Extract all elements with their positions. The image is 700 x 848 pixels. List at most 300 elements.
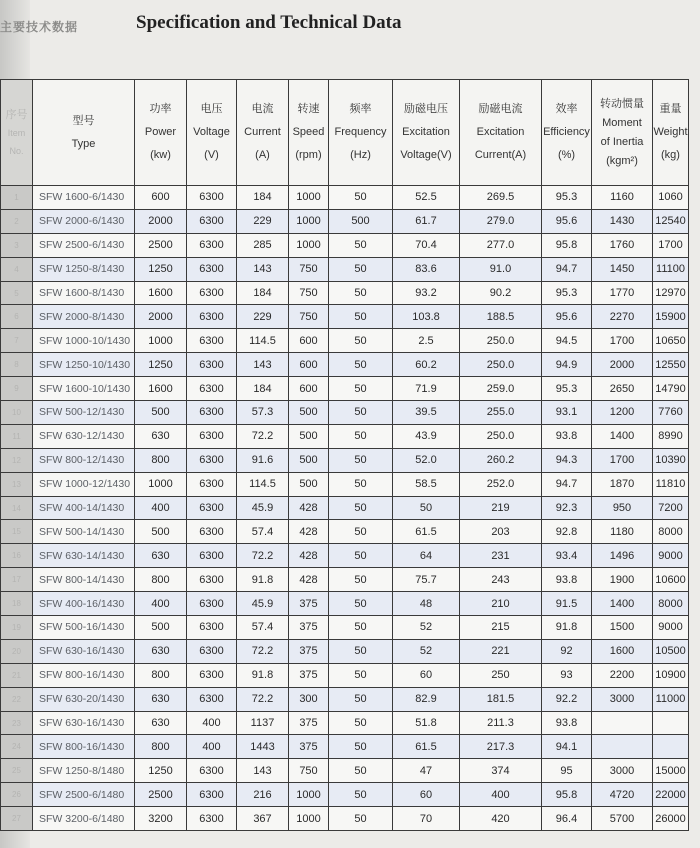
cell-efficiency: 93.8 <box>542 568 592 592</box>
cell-excitation-current: 243 <box>460 568 542 592</box>
cell-excitation-voltage: 75.7 <box>393 568 460 592</box>
cell-type: SFW 500-14/1430 <box>33 520 135 544</box>
cell-speed: 375 <box>289 616 329 640</box>
cell-frequency: 50 <box>329 233 393 257</box>
cell-type: SFW 800-16/1430 <box>33 735 135 759</box>
cell-frequency: 50 <box>329 783 393 807</box>
cell-frequency: 50 <box>329 353 393 377</box>
cell-no: 16 <box>1 544 33 568</box>
cell-frequency: 50 <box>329 424 393 448</box>
cell-weight: 11100 <box>653 257 689 281</box>
col-header-inertia: 转动惯量 Moment of Inertia (kgm²) <box>592 80 653 186</box>
cell-voltage: 6300 <box>187 281 237 305</box>
cell-efficiency: 95 <box>542 759 592 783</box>
cell-type: SFW 500-12/1430 <box>33 401 135 425</box>
cell-type: SFW 800-12/1430 <box>33 448 135 472</box>
cell-current: 184 <box>237 377 289 401</box>
col-header-power: 功率 Power (kw) <box>135 80 187 186</box>
cell-type: SFW 1250-8/1480 <box>33 759 135 783</box>
spec-table <box>0 79 689 831</box>
cell-current: 91.6 <box>237 448 289 472</box>
cell-type: SFW 630-16/1430 <box>33 639 135 663</box>
cell-efficiency: 96.4 <box>542 807 592 831</box>
cell-excitation-current: 260.2 <box>460 448 542 472</box>
cell-no: 8 <box>1 353 33 377</box>
col-header-current: 电流 Current (A) <box>237 80 289 186</box>
col-header-efficiency: 效率 Efficiency (%) <box>542 80 592 186</box>
cell-inertia: 1400 <box>592 424 653 448</box>
cell-weight: 12540 <box>653 209 689 233</box>
table-row <box>1 544 689 568</box>
cell-type: SFW 800-14/1430 <box>33 568 135 592</box>
cell-weight: 8000 <box>653 520 689 544</box>
cell-no: 21 <box>1 663 33 687</box>
cell-current: 91.8 <box>237 568 289 592</box>
col-header-excitation-current: 励磁电流 Excitation Current(A) <box>460 80 542 186</box>
cell-power: 630 <box>135 687 187 711</box>
table-row <box>1 616 689 640</box>
cell-no: 15 <box>1 520 33 544</box>
cell-no: 14 <box>1 496 33 520</box>
cell-frequency: 500 <box>329 209 393 233</box>
cell-no: 25 <box>1 759 33 783</box>
cell-excitation-voltage: 52.5 <box>393 186 460 210</box>
col-header-weight: 重量 Weight (kg) <box>653 80 689 186</box>
cell-speed: 500 <box>289 424 329 448</box>
cell-no: 7 <box>1 329 33 353</box>
cell-excitation-current: 250.0 <box>460 424 542 448</box>
cell-weight: 7760 <box>653 401 689 425</box>
cell-excitation-voltage: 51.8 <box>393 711 460 735</box>
col-header-excitation-voltage: 励磁电压 Excitation Voltage(V) <box>393 80 460 186</box>
cell-voltage: 6300 <box>187 520 237 544</box>
cell-inertia: 1700 <box>592 329 653 353</box>
cell-power: 1000 <box>135 329 187 353</box>
cell-type: SFW 1600-6/1430 <box>33 186 135 210</box>
cell-weight: 10900 <box>653 663 689 687</box>
cell-no: 13 <box>1 472 33 496</box>
cell-excitation-voltage: 82.9 <box>393 687 460 711</box>
cell-efficiency: 95.3 <box>542 281 592 305</box>
table-row <box>1 735 689 759</box>
cell-inertia: 1496 <box>592 544 653 568</box>
cell-weight: 15900 <box>653 305 689 329</box>
cell-inertia: 1200 <box>592 401 653 425</box>
cell-power: 1000 <box>135 472 187 496</box>
cell-frequency: 50 <box>329 281 393 305</box>
cell-inertia: 2200 <box>592 663 653 687</box>
cell-weight <box>653 735 689 759</box>
cell-frequency: 50 <box>329 401 393 425</box>
cell-current: 216 <box>237 783 289 807</box>
cell-current: 91.8 <box>237 663 289 687</box>
cell-voltage: 6300 <box>187 592 237 616</box>
cell-voltage: 6300 <box>187 257 237 281</box>
cell-no: 17 <box>1 568 33 592</box>
cell-power: 800 <box>135 448 187 472</box>
cell-no: 11 <box>1 424 33 448</box>
cell-power: 1250 <box>135 257 187 281</box>
cell-no: 6 <box>1 305 33 329</box>
table-row <box>1 711 689 735</box>
cell-voltage: 6300 <box>187 186 237 210</box>
cell-power: 500 <box>135 616 187 640</box>
cell-excitation-voltage: 47 <box>393 759 460 783</box>
cell-excitation-current: 277.0 <box>460 233 542 257</box>
cell-efficiency: 94.7 <box>542 472 592 496</box>
cell-excitation-voltage: 48 <box>393 592 460 616</box>
cell-type: SFW 400-16/1430 <box>33 592 135 616</box>
cell-inertia: 1900 <box>592 568 653 592</box>
spec-table-container <box>0 79 688 831</box>
cell-excitation-current: 250.0 <box>460 329 542 353</box>
cell-frequency: 50 <box>329 711 393 735</box>
cell-frequency: 50 <box>329 592 393 616</box>
cell-no: 4 <box>1 257 33 281</box>
table-row <box>1 759 689 783</box>
heading-chinese: 主要技术数据 <box>0 20 79 34</box>
cell-voltage: 6300 <box>187 329 237 353</box>
spec-table-body <box>1 186 689 831</box>
cell-inertia: 1700 <box>592 448 653 472</box>
cell-weight: 8000 <box>653 592 689 616</box>
cell-type: SFW 630-20/1430 <box>33 687 135 711</box>
cell-weight: 11000 <box>653 687 689 711</box>
cell-frequency: 50 <box>329 305 393 329</box>
cell-power: 630 <box>135 424 187 448</box>
cell-inertia: 2650 <box>592 377 653 401</box>
cell-speed: 750 <box>289 759 329 783</box>
col-header-voltage: 电压 Voltage (V) <box>187 80 237 186</box>
cell-voltage: 6300 <box>187 424 237 448</box>
cell-type: SFW 3200-6/1480 <box>33 807 135 831</box>
page-heading <box>0 8 700 42</box>
cell-voltage: 6300 <box>187 305 237 329</box>
cell-power: 630 <box>135 639 187 663</box>
cell-power: 1250 <box>135 353 187 377</box>
table-row <box>1 186 689 210</box>
cell-efficiency: 92 <box>542 639 592 663</box>
cell-efficiency: 95.6 <box>542 209 592 233</box>
cell-weight: 10600 <box>653 568 689 592</box>
cell-voltage: 6300 <box>187 448 237 472</box>
cell-current: 184 <box>237 186 289 210</box>
table-row <box>1 401 689 425</box>
cell-frequency: 50 <box>329 759 393 783</box>
cell-no: 26 <box>1 783 33 807</box>
cell-excitation-voltage: 2.5 <box>393 329 460 353</box>
cell-power: 600 <box>135 186 187 210</box>
cell-current: 57.4 <box>237 616 289 640</box>
cell-voltage: 6300 <box>187 759 237 783</box>
cell-frequency: 50 <box>329 639 393 663</box>
cell-excitation-current: 374 <box>460 759 542 783</box>
cell-excitation-voltage: 61.7 <box>393 209 460 233</box>
table-row <box>1 377 689 401</box>
cell-voltage: 6300 <box>187 544 237 568</box>
cell-speed: 1000 <box>289 209 329 233</box>
cell-no: 5 <box>1 281 33 305</box>
cell-inertia: 2000 <box>592 353 653 377</box>
cell-excitation-current: 211.3 <box>460 711 542 735</box>
cell-efficiency: 95.3 <box>542 377 592 401</box>
cell-frequency: 50 <box>329 377 393 401</box>
cell-voltage: 6300 <box>187 401 237 425</box>
cell-inertia: 1180 <box>592 520 653 544</box>
cell-power: 1600 <box>135 281 187 305</box>
cell-efficiency: 94.1 <box>542 735 592 759</box>
cell-efficiency: 91.5 <box>542 592 592 616</box>
cell-frequency: 50 <box>329 807 393 831</box>
cell-speed: 300 <box>289 687 329 711</box>
cell-excitation-current: 221 <box>460 639 542 663</box>
cell-power: 630 <box>135 544 187 568</box>
cell-efficiency: 94.5 <box>542 329 592 353</box>
cell-voltage: 6300 <box>187 209 237 233</box>
cell-no: 3 <box>1 233 33 257</box>
cell-frequency: 50 <box>329 496 393 520</box>
cell-excitation-voltage: 70.4 <box>393 233 460 257</box>
cell-excitation-current: 231 <box>460 544 542 568</box>
cell-speed: 428 <box>289 496 329 520</box>
cell-excitation-voltage: 93.2 <box>393 281 460 305</box>
table-row <box>1 639 689 663</box>
cell-excitation-voltage: 60 <box>393 783 460 807</box>
cell-weight: 9000 <box>653 544 689 568</box>
cell-no: 22 <box>1 687 33 711</box>
cell-power: 500 <box>135 520 187 544</box>
cell-power: 1250 <box>135 759 187 783</box>
cell-current: 143 <box>237 759 289 783</box>
cell-inertia: 1600 <box>592 639 653 663</box>
table-row <box>1 257 689 281</box>
cell-voltage: 6300 <box>187 377 237 401</box>
cell-current: 114.5 <box>237 329 289 353</box>
cell-weight: 8990 <box>653 424 689 448</box>
cell-voltage: 400 <box>187 735 237 759</box>
cell-power: 400 <box>135 496 187 520</box>
cell-no: 9 <box>1 377 33 401</box>
cell-voltage: 6300 <box>187 807 237 831</box>
cell-efficiency: 93.4 <box>542 544 592 568</box>
cell-no: 18 <box>1 592 33 616</box>
cell-no: 20 <box>1 639 33 663</box>
cell-excitation-voltage: 60 <box>393 663 460 687</box>
cell-weight: 10500 <box>653 639 689 663</box>
cell-excitation-current: 250 <box>460 663 542 687</box>
cell-speed: 375 <box>289 735 329 759</box>
table-row <box>1 687 689 711</box>
table-row <box>1 233 689 257</box>
cell-excitation-current: 203 <box>460 520 542 544</box>
cell-current: 285 <box>237 233 289 257</box>
cell-frequency: 50 <box>329 568 393 592</box>
cell-weight: 11810 <box>653 472 689 496</box>
table-row <box>1 783 689 807</box>
cell-excitation-voltage: 103.8 <box>393 305 460 329</box>
cell-inertia: 1160 <box>592 186 653 210</box>
cell-type: SFW 1000-10/1430 <box>33 329 135 353</box>
cell-excitation-current: 279.0 <box>460 209 542 233</box>
cell-efficiency: 94.7 <box>542 257 592 281</box>
cell-voltage: 6300 <box>187 687 237 711</box>
cell-no: 12 <box>1 448 33 472</box>
cell-excitation-voltage: 39.5 <box>393 401 460 425</box>
cell-current: 114.5 <box>237 472 289 496</box>
cell-excitation-current: 210 <box>460 592 542 616</box>
cell-inertia: 1770 <box>592 281 653 305</box>
cell-efficiency: 94.9 <box>542 353 592 377</box>
cell-inertia <box>592 735 653 759</box>
cell-frequency: 50 <box>329 663 393 687</box>
cell-current: 57.4 <box>237 520 289 544</box>
cell-efficiency: 95.3 <box>542 186 592 210</box>
cell-excitation-voltage: 70 <box>393 807 460 831</box>
cell-excitation-current: 217.3 <box>460 735 542 759</box>
cell-efficiency: 95.8 <box>542 233 592 257</box>
cell-inertia: 1500 <box>592 616 653 640</box>
table-row <box>1 472 689 496</box>
cell-excitation-current: 269.5 <box>460 186 542 210</box>
cell-no: 1 <box>1 186 33 210</box>
cell-inertia: 5700 <box>592 807 653 831</box>
cell-voltage: 6300 <box>187 783 237 807</box>
cell-no: 23 <box>1 711 33 735</box>
cell-frequency: 50 <box>329 329 393 353</box>
cell-frequency: 50 <box>329 616 393 640</box>
cell-current: 45.9 <box>237 592 289 616</box>
cell-excitation-voltage: 61.5 <box>393 735 460 759</box>
cell-voltage: 6300 <box>187 353 237 377</box>
cell-speed: 750 <box>289 305 329 329</box>
header-row <box>1 80 689 186</box>
table-row <box>1 807 689 831</box>
cell-current: 184 <box>237 281 289 305</box>
cell-frequency: 50 <box>329 687 393 711</box>
cell-efficiency: 91.8 <box>542 616 592 640</box>
cell-power: 800 <box>135 735 187 759</box>
cell-efficiency: 93.8 <box>542 424 592 448</box>
cell-excitation-current: 91.0 <box>460 257 542 281</box>
cell-speed: 375 <box>289 639 329 663</box>
cell-current: 1443 <box>237 735 289 759</box>
cell-power: 630 <box>135 711 187 735</box>
cell-weight: 9000 <box>653 616 689 640</box>
cell-speed: 375 <box>289 592 329 616</box>
cell-excitation-current: 250.0 <box>460 353 542 377</box>
cell-no: 10 <box>1 401 33 425</box>
cell-current: 143 <box>237 257 289 281</box>
cell-weight: 10650 <box>653 329 689 353</box>
cell-weight: 1060 <box>653 186 689 210</box>
cell-type: SFW 800-16/1430 <box>33 663 135 687</box>
cell-type: SFW 1600-8/1430 <box>33 281 135 305</box>
cell-weight: 7200 <box>653 496 689 520</box>
cell-weight: 26000 <box>653 807 689 831</box>
cell-type: SFW 400-14/1430 <box>33 496 135 520</box>
cell-current: 72.2 <box>237 544 289 568</box>
cell-speed: 428 <box>289 520 329 544</box>
cell-speed: 600 <box>289 377 329 401</box>
cell-efficiency: 95.8 <box>542 783 592 807</box>
cell-type: SFW 1600-10/1430 <box>33 377 135 401</box>
table-row <box>1 305 689 329</box>
table-row <box>1 424 689 448</box>
cell-inertia: 1870 <box>592 472 653 496</box>
cell-current: 367 <box>237 807 289 831</box>
cell-frequency: 50 <box>329 257 393 281</box>
cell-type: SFW 630-16/1430 <box>33 711 135 735</box>
cell-voltage: 6300 <box>187 639 237 663</box>
cell-current: 72.2 <box>237 639 289 663</box>
cell-current: 229 <box>237 305 289 329</box>
cell-power: 800 <box>135 663 187 687</box>
cell-speed: 428 <box>289 568 329 592</box>
cell-voltage: 6300 <box>187 233 237 257</box>
cell-current: 57.3 <box>237 401 289 425</box>
cell-frequency: 50 <box>329 735 393 759</box>
cell-weight: 12550 <box>653 353 689 377</box>
cell-inertia: 1400 <box>592 592 653 616</box>
cell-frequency: 50 <box>329 448 393 472</box>
cell-efficiency: 95.6 <box>542 305 592 329</box>
cell-current: 143 <box>237 353 289 377</box>
cell-voltage: 6300 <box>187 663 237 687</box>
cell-no: 27 <box>1 807 33 831</box>
col-header-type: 型号 Type <box>33 80 135 186</box>
cell-type: SFW 630-12/1430 <box>33 424 135 448</box>
cell-excitation-voltage: 52.0 <box>393 448 460 472</box>
cell-speed: 500 <box>289 401 329 425</box>
cell-inertia: 3000 <box>592 687 653 711</box>
cell-excitation-current: 420 <box>460 807 542 831</box>
cell-efficiency: 93.8 <box>542 711 592 735</box>
cell-power: 400 <box>135 592 187 616</box>
cell-speed: 375 <box>289 711 329 735</box>
cell-inertia <box>592 711 653 735</box>
table-row <box>1 209 689 233</box>
cell-inertia: 1450 <box>592 257 653 281</box>
cell-type: SFW 2000-8/1430 <box>33 305 135 329</box>
cell-voltage: 6300 <box>187 472 237 496</box>
cell-inertia: 1760 <box>592 233 653 257</box>
cell-excitation-current: 219 <box>460 496 542 520</box>
cell-excitation-current: 259.0 <box>460 377 542 401</box>
cell-speed: 1000 <box>289 783 329 807</box>
cell-frequency: 50 <box>329 186 393 210</box>
cell-efficiency: 92.2 <box>542 687 592 711</box>
cell-speed: 1000 <box>289 186 329 210</box>
cell-no: 24 <box>1 735 33 759</box>
cell-no: 2 <box>1 209 33 233</box>
cell-excitation-voltage: 64 <box>393 544 460 568</box>
cell-no: 19 <box>1 616 33 640</box>
cell-efficiency: 94.3 <box>542 448 592 472</box>
cell-voltage: 6300 <box>187 568 237 592</box>
cell-excitation-voltage: 43.9 <box>393 424 460 448</box>
cell-speed: 750 <box>289 281 329 305</box>
cell-efficiency: 92.3 <box>542 496 592 520</box>
cell-power: 1600 <box>135 377 187 401</box>
cell-excitation-voltage: 60.2 <box>393 353 460 377</box>
cell-type: SFW 2500-6/1480 <box>33 783 135 807</box>
cell-speed: 375 <box>289 663 329 687</box>
cell-efficiency: 93 <box>542 663 592 687</box>
cell-weight: 10390 <box>653 448 689 472</box>
cell-speed: 600 <box>289 329 329 353</box>
col-header-no: 序号 Item No. <box>1 80 33 186</box>
cell-current: 45.9 <box>237 496 289 520</box>
